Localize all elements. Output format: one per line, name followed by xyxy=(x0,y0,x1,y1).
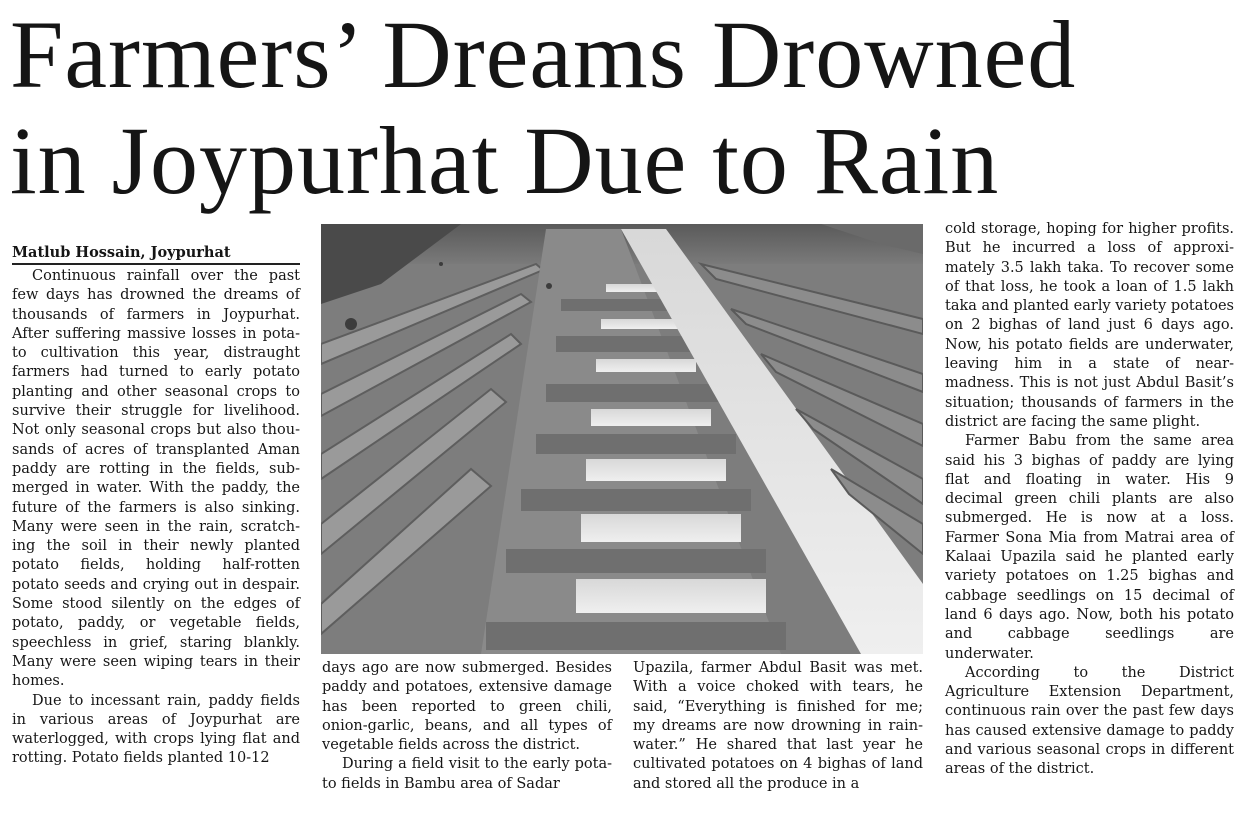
headline-line-2: in Joypurhat Due to Rain xyxy=(10,107,1000,214)
article-column-3 xyxy=(633,659,923,794)
flooded-potato-field-photo xyxy=(321,224,923,654)
article-paragraph: During a field visit to the early potato fields in Bambu area of Sadar xyxy=(322,756,612,792)
article-paragraph: days ago are now submerged. Besides paddy and potatoes, extensive damage has been reported to green chili, onion-garlic, beans, and all types of vegetable fields across the district. xyxy=(322,660,612,754)
article-paragraph: cold storage, hoping for higher profits. But he incurred a loss of approximately 3.5 lakh taka. To recover some of that loss, he took a loan of 1.5 lakh taka and planted early variety potatoes on 2 bighas of land just 6 days ago. Now, his potato fields are underwater, leaving him in a state of near-madness. This is not just Abdul Basit’s situation; thousands of farmers in the district are facing the same plight. xyxy=(945,221,1234,430)
article-paragraph: Due to incessant rain, paddy fields in various areas of Joypurhat are waterlogged, with crops lying flat and rotting. Potato fields planted 10-12 xyxy=(12,692,300,767)
article-paragraph: According to the District Agriculture Extension Department, continuous rain over the past few days has caused extensive damage to paddy and various seasonal crops in different areas of the district. xyxy=(945,664,1234,778)
article-paragraph: Upazila, farmer Abdul Basit was met. With a voice choked with tears, he said, “Everything is finished for me; my dreams are now drowning in rainwater.” He shared that last year he cultivated potatoes on 4 bighas of land and stored all the produce in a xyxy=(633,660,923,792)
article-paragraph: Continuous rainfall over the past few days has drowned the dreams of thousands of farmers in Joypurhat. After suffering massive losses in potato cultivation this year, distraught farmers had turned to early potato planting and other seasonal crops to survive their struggle for livelihood. Not only seasonal crops but also thousands of acres of transplanted Aman paddy are rotting in the fields, submerged in water. With the paddy, the future of the farmers is also sinking. Many were seen in the rain, scratching the soil in their newly planted potato fields, holding half-rotten potato seeds and crying out in despair. Some stood silently on the edges of potato, paddy, or vegetable fields, speechless in grief, staring blankly. Many were seen wiping tears in their homes. xyxy=(12,268,300,690)
article-column-1 xyxy=(12,244,300,769)
article-paragraph: Farmer Babu from the same area said his 3 bighas of paddy are lying flat and floating in water. His 9 decimal green chili plants are also submerged. He is now at a loss. Farmer Sona Mia from Matrai area of Kalaai Upazila said he planted early variety potatoes on 1.25 bighas and cabbage seedlings on 15 decimal of land 6 days ago. Now, both his potato and cabbage seedlings are underwater. xyxy=(945,433,1234,662)
article-column-2 xyxy=(322,659,612,794)
article-column-4 xyxy=(945,220,1234,780)
headline-line-1: Farmers’ Dreams Drowned xyxy=(10,1,1077,108)
byline: Matlub Hossain, Joypurhat xyxy=(12,244,300,265)
headline xyxy=(10,2,1240,214)
photo-image xyxy=(321,224,923,654)
